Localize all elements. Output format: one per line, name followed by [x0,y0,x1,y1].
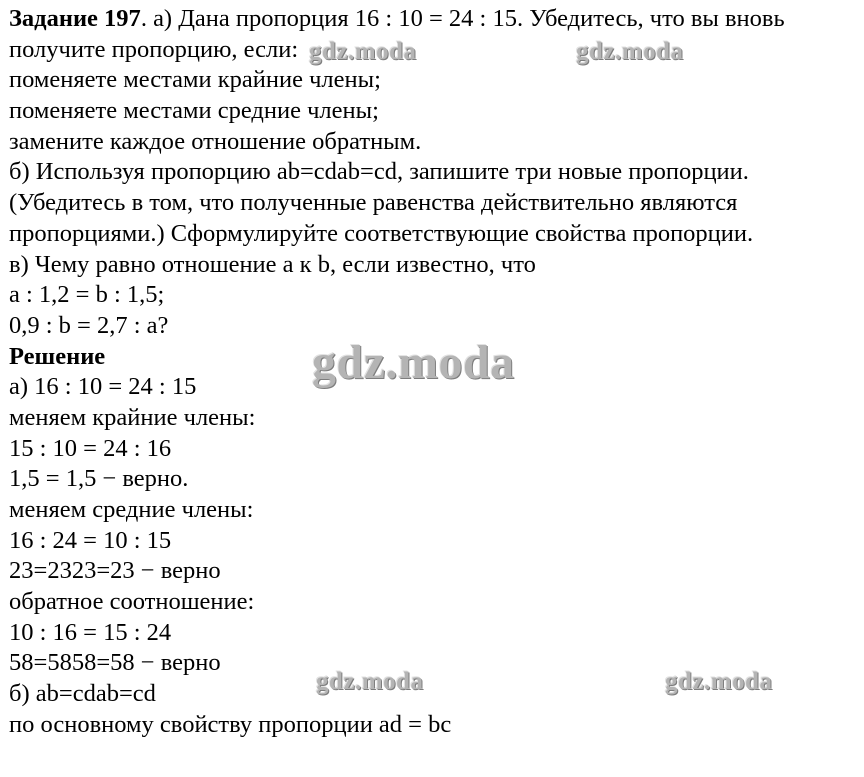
task-line: б) Используя пропорцию ab=cdab=cd, запишите три новые пропорции. [9,158,749,186]
watermark: gdz.moda [576,38,684,65]
task-line: 0,9 : b = 2,7 : a? [9,311,169,339]
solution-line: обратное соотношение: [9,588,255,616]
task-line: поменяете местами крайние члены; [9,66,381,94]
task-line: . а) Дана пропорция 16 : 10 = 24 : 15. Убедитесь, что вы вновь [140,5,785,32]
task-line: замените каждое отношение обратным. [9,127,422,155]
solution-line: 10 : 16 = 15 : 24 [9,618,172,646]
solution-heading: Решение [9,342,106,370]
watermark: gdz.moda [312,336,515,389]
solution-line: 16 : 24 = 10 : 15 [9,526,172,554]
watermark: gdz.moda [665,668,773,695]
solution-line: меняем крайние члены: [9,403,256,431]
task-line: в) Чему равно отношение a к b, если известно, что [9,250,536,278]
task-line: (Убедитесь в том, что полученные равенства действительно являются [9,189,738,217]
solution-line: меняем средние члены: [9,496,254,523]
solution-line: 58=5858=58 − верно [9,649,221,677]
document [9,4,859,741]
task-first-line [9,4,859,35]
solution-line: 15 : 10 = 24 : 16 [9,434,172,462]
solution-line: б) ab=cdab=cd [9,680,156,708]
task-line: поменяете местами средние члены; [9,97,379,125]
solution-line: 1,5 = 1,5 − верно. [9,465,189,493]
task-line: пропорциями.) Сформулируйте соответствующие свойства пропорции. [9,219,754,247]
task-line: a : 1,2 = b : 1,5; [9,281,165,309]
task-line: получите пропорцию, если: [9,35,299,63]
solution-line: 23=2323=23 − верно [9,557,221,585]
watermark: gdz.moda [316,668,424,695]
watermark: gdz.moda [309,38,417,65]
task-title: Задание 197 [9,5,141,32]
solution-line: по основному свойству пропорции ad = bc [9,710,452,738]
solution-line: а) 16 : 10 = 24 : 15 [9,373,197,401]
